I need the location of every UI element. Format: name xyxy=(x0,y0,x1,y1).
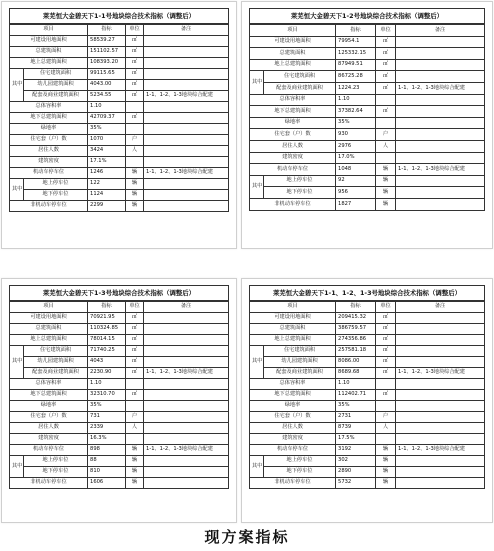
row-note xyxy=(144,36,229,47)
row-value: 35% xyxy=(336,117,376,129)
indicator-table xyxy=(249,301,485,489)
row-note xyxy=(144,58,229,69)
row-unit xyxy=(126,401,144,412)
row-value: 87949.51 xyxy=(336,59,376,71)
row-note xyxy=(144,157,229,168)
group-label: 其中 xyxy=(250,71,264,94)
row-note: 1-1、1-2、1-3地块综合配建 xyxy=(396,368,485,379)
row-value: 35% xyxy=(336,401,376,412)
row-label: 总建筑面积 xyxy=(10,47,88,58)
row-label: 居住人数 xyxy=(10,423,88,434)
row-unit: ㎡ xyxy=(126,357,144,368)
row-note xyxy=(396,346,485,357)
panel-combined xyxy=(241,278,493,523)
row-value: 1606 xyxy=(88,478,126,489)
row-note xyxy=(396,198,485,210)
row-unit: 人 xyxy=(376,140,396,152)
panel-1-2 xyxy=(241,1,493,249)
row-unit: 辆 xyxy=(126,456,144,467)
row-value: 112402.71 xyxy=(336,390,376,401)
group-label: 其中 xyxy=(10,456,24,478)
row-value: 78014.15 xyxy=(88,335,126,346)
row-value: 4043 xyxy=(88,357,126,368)
row-note xyxy=(144,401,229,412)
row-value: 731 xyxy=(88,412,126,423)
row-note xyxy=(396,313,485,324)
row-value: 2230.90 xyxy=(88,368,126,379)
row-label: 总建筑面积 xyxy=(250,324,336,335)
row-note xyxy=(396,390,485,401)
row-unit: ㎡ xyxy=(376,36,396,48)
row-unit xyxy=(126,102,144,113)
row-value: 209415.32 xyxy=(336,313,376,324)
row-label: 居住人数 xyxy=(250,140,336,152)
row-note xyxy=(396,187,485,199)
row-value: 956 xyxy=(336,187,376,199)
row-note xyxy=(144,80,229,91)
row-value: 32310.70 xyxy=(88,390,126,401)
row-unit xyxy=(376,117,396,129)
header-note: 备注 xyxy=(396,302,485,313)
row-note xyxy=(144,313,229,324)
row-value: 1224.23 xyxy=(336,82,376,94)
row-note xyxy=(396,324,485,335)
row-note xyxy=(144,390,229,401)
row-note xyxy=(144,179,229,190)
group-label: 其中 xyxy=(250,346,264,379)
row-label: 机动车停车位 xyxy=(10,168,88,179)
row-value: 3192 xyxy=(336,445,376,456)
row-value: 108393.20 xyxy=(88,58,126,69)
row-note xyxy=(396,478,485,489)
row-unit: ㎡ xyxy=(126,324,144,335)
row-unit: 辆 xyxy=(376,456,396,467)
header-unit: 单位 xyxy=(126,25,144,36)
row-value: 35% xyxy=(88,124,126,135)
row-label: 非机动车停车位 xyxy=(10,201,88,212)
row-unit: 辆 xyxy=(376,187,396,199)
row-unit: ㎡ xyxy=(126,390,144,401)
row-note xyxy=(144,69,229,80)
row-note xyxy=(144,346,229,357)
row-label: 住宅建筑面积 xyxy=(24,69,88,80)
row-note xyxy=(396,357,485,368)
row-value: 92 xyxy=(336,175,376,187)
row-unit: 辆 xyxy=(376,198,396,210)
row-note xyxy=(144,379,229,390)
row-note xyxy=(396,36,485,48)
header-unit: 单位 xyxy=(126,302,144,313)
row-label: 地上停车位 xyxy=(264,175,336,187)
row-unit: 辆 xyxy=(126,190,144,201)
row-label: 总体容积率 xyxy=(10,102,88,113)
row-value: 257581.18 xyxy=(336,346,376,357)
row-value: 86725.28 xyxy=(336,71,376,83)
row-unit: ㎡ xyxy=(376,71,396,83)
row-note: 1-1、1-2、1-3地块综合配建 xyxy=(396,82,485,94)
row-note xyxy=(396,59,485,71)
row-label: 地上总建筑面积 xyxy=(250,59,336,71)
row-label: 绿地率 xyxy=(10,401,88,412)
row-value: 2339 xyxy=(88,423,126,434)
row-note xyxy=(144,423,229,434)
row-label: 配套及商业建筑面积 xyxy=(24,91,88,102)
row-note xyxy=(396,117,485,129)
row-note xyxy=(144,412,229,423)
panel-1-3 xyxy=(1,278,237,523)
row-value: 122 xyxy=(88,179,126,190)
row-value: 17.5% xyxy=(336,434,376,445)
row-note xyxy=(396,48,485,60)
row-unit xyxy=(376,434,396,445)
row-unit: 辆 xyxy=(126,445,144,456)
row-label: 住宅套（户）数 xyxy=(250,412,336,423)
row-label: 地上总建筑面积 xyxy=(10,335,88,346)
row-unit xyxy=(376,401,396,412)
row-unit: 辆 xyxy=(126,179,144,190)
row-note xyxy=(396,467,485,478)
row-note xyxy=(144,467,229,478)
panel-1-1 xyxy=(1,1,237,249)
row-unit: 人 xyxy=(126,423,144,434)
panel-title: 莱芜恒大金碧天下1-3号地块综合技术指标（调整后） xyxy=(9,285,229,301)
row-note xyxy=(144,456,229,467)
row-note xyxy=(396,412,485,423)
row-label: 地上总建筑面积 xyxy=(250,335,336,346)
row-note: 1-1、1-2、1-3地块综合配建 xyxy=(396,445,485,456)
row-label: 地下总建筑面积 xyxy=(250,390,336,401)
row-unit: ㎡ xyxy=(376,313,396,324)
row-unit: 辆 xyxy=(376,175,396,187)
indicator-table xyxy=(249,24,485,211)
row-unit: ㎡ xyxy=(376,335,396,346)
row-unit: ㎡ xyxy=(376,48,396,60)
row-unit: 辆 xyxy=(126,201,144,212)
row-label: 总建筑面积 xyxy=(250,48,336,60)
row-note xyxy=(396,434,485,445)
row-label: 住宅建筑面积 xyxy=(264,71,336,83)
header-unit: 单位 xyxy=(376,302,396,313)
row-label: 住宅套（户）数 xyxy=(10,135,88,146)
row-value: 1246 xyxy=(88,168,126,179)
row-label: 住宅建筑面积 xyxy=(264,346,336,357)
indicator-table xyxy=(9,301,229,489)
group-label: 其中 xyxy=(250,175,264,198)
row-note xyxy=(396,175,485,187)
row-value: 1124 xyxy=(88,190,126,201)
row-value: 1070 xyxy=(88,135,126,146)
row-unit: ㎡ xyxy=(126,335,144,346)
row-unit: ㎡ xyxy=(126,58,144,69)
row-note xyxy=(144,434,229,445)
row-value: 930 xyxy=(336,129,376,141)
row-value: 2976 xyxy=(336,140,376,152)
row-unit: ㎡ xyxy=(126,346,144,357)
row-value: 70921.95 xyxy=(88,313,126,324)
row-value: 1048 xyxy=(336,164,376,176)
row-note xyxy=(144,324,229,335)
row-label: 绿地率 xyxy=(10,124,88,135)
header-unit: 单位 xyxy=(376,25,396,37)
row-label: 建筑密度 xyxy=(250,434,336,445)
row-note xyxy=(396,152,485,164)
row-label: 绿地率 xyxy=(250,401,336,412)
row-unit: ㎡ xyxy=(376,390,396,401)
row-value: 4043.00 xyxy=(88,80,126,91)
row-value: 1827 xyxy=(336,198,376,210)
row-value: 5732 xyxy=(336,478,376,489)
row-note xyxy=(144,146,229,157)
row-unit: 户 xyxy=(126,412,144,423)
row-value: 35% xyxy=(88,401,126,412)
row-label: 幼儿园建筑面积 xyxy=(24,357,88,368)
row-value: 8689.68 xyxy=(336,368,376,379)
header-value: 指标 xyxy=(88,25,126,36)
row-label: 建筑密度 xyxy=(10,157,88,168)
row-value: 42709.37 xyxy=(88,113,126,124)
row-value: 151102.57 xyxy=(88,47,126,58)
row-label: 绿地率 xyxy=(250,117,336,129)
row-value: 2890 xyxy=(336,467,376,478)
row-unit xyxy=(376,152,396,164)
row-label: 地下总建筑面积 xyxy=(10,390,88,401)
row-note xyxy=(144,478,229,489)
row-value: 8739 xyxy=(336,423,376,434)
row-unit: 人 xyxy=(126,146,144,157)
row-unit: 户 xyxy=(126,135,144,146)
row-label: 可建设用地面积 xyxy=(10,36,88,47)
row-label: 非机动车停车位 xyxy=(250,198,336,210)
row-label: 配套及商业建筑面积 xyxy=(24,368,88,379)
row-value: 898 xyxy=(88,445,126,456)
row-label: 可建设用地面积 xyxy=(250,313,336,324)
row-label: 居住人数 xyxy=(250,423,336,434)
row-value: 79954.1 xyxy=(336,36,376,48)
row-label: 建筑密度 xyxy=(10,434,88,445)
row-unit: ㎡ xyxy=(126,80,144,91)
row-note xyxy=(396,423,485,434)
row-unit: 户 xyxy=(376,129,396,141)
row-unit: 辆 xyxy=(376,478,396,489)
row-label: 地上停车位 xyxy=(264,456,336,467)
row-value: 386759.57 xyxy=(336,324,376,335)
row-unit: 辆 xyxy=(126,168,144,179)
group-label: 其中 xyxy=(10,346,24,379)
header-value: 指标 xyxy=(336,302,376,313)
row-value: 2299 xyxy=(88,201,126,212)
row-unit xyxy=(126,157,144,168)
row-value: 16.3% xyxy=(88,434,126,445)
row-note xyxy=(396,71,485,83)
row-unit: 辆 xyxy=(126,478,144,489)
row-label: 配套及商业建筑面积 xyxy=(264,82,336,94)
row-unit: ㎡ xyxy=(376,368,396,379)
row-unit: ㎡ xyxy=(126,91,144,102)
row-note xyxy=(396,456,485,467)
row-label: 可建设用地面积 xyxy=(10,313,88,324)
row-label: 住宅套（户）数 xyxy=(250,129,336,141)
row-note xyxy=(144,357,229,368)
row-unit xyxy=(376,94,396,106)
row-value: 17.1% xyxy=(88,157,126,168)
row-note: 1-1、1-2、1-3地块综合配建 xyxy=(144,368,229,379)
row-note xyxy=(396,106,485,118)
group-label: 其中 xyxy=(250,456,264,478)
row-note xyxy=(396,379,485,390)
row-label: 非机动车停车位 xyxy=(250,478,336,489)
row-unit: ㎡ xyxy=(126,47,144,58)
row-value: 302 xyxy=(336,456,376,467)
row-note xyxy=(144,201,229,212)
row-label: 幼儿园建筑面积 xyxy=(264,357,336,368)
row-value: 1.10 xyxy=(88,102,126,113)
row-label: 居住人数 xyxy=(10,146,88,157)
row-note xyxy=(144,190,229,201)
row-value: 17.0% xyxy=(336,152,376,164)
header-value: 指标 xyxy=(88,302,126,313)
row-value: 58539.27 xyxy=(88,36,126,47)
row-label: 建筑密度 xyxy=(250,152,336,164)
row-label: 地下停车位 xyxy=(264,467,336,478)
row-label: 配套及商业建筑面积 xyxy=(264,368,336,379)
row-unit: ㎡ xyxy=(376,324,396,335)
row-label: 地下总建筑面积 xyxy=(10,113,88,124)
header-value: 指标 xyxy=(336,25,376,37)
row-note xyxy=(144,102,229,113)
row-label: 机动车停车位 xyxy=(250,164,336,176)
header-item: 项目 xyxy=(10,302,88,313)
row-value: 110324.85 xyxy=(88,324,126,335)
row-unit: 户 xyxy=(376,412,396,423)
row-unit: ㎡ xyxy=(376,346,396,357)
row-unit: 辆 xyxy=(376,445,396,456)
row-note: 1-1、1-2、1-3地块综合配建 xyxy=(144,91,229,102)
row-label: 地下停车位 xyxy=(24,467,88,478)
row-note xyxy=(396,94,485,106)
row-note: 1-1、1-2、1-3地块综合配建 xyxy=(144,168,229,179)
row-note xyxy=(144,335,229,346)
row-unit xyxy=(376,379,396,390)
row-unit: 人 xyxy=(376,423,396,434)
row-unit xyxy=(126,124,144,135)
row-unit: ㎡ xyxy=(126,36,144,47)
row-label: 地下停车位 xyxy=(24,190,88,201)
row-label: 总建筑面积 xyxy=(10,324,88,335)
row-label: 总体容积率 xyxy=(10,379,88,390)
header-note: 备注 xyxy=(396,25,485,37)
row-note xyxy=(144,47,229,58)
row-note xyxy=(396,335,485,346)
group-label: 其中 xyxy=(10,179,24,201)
row-label: 地下停车位 xyxy=(264,187,336,199)
row-unit: 辆 xyxy=(126,467,144,478)
row-value: 8086.00 xyxy=(336,357,376,368)
header-item: 项目 xyxy=(10,25,88,36)
row-value: 810 xyxy=(88,467,126,478)
row-value: 99115.65 xyxy=(88,69,126,80)
panel-title: 莱芜恒大金碧天下1-1、1-2、1-3号地块综合技术指标（调整后） xyxy=(249,285,485,301)
row-unit: ㎡ xyxy=(376,82,396,94)
row-note xyxy=(144,113,229,124)
row-label: 地上停车位 xyxy=(24,179,88,190)
row-value: 274356.86 xyxy=(336,335,376,346)
row-note xyxy=(396,129,485,141)
row-unit: ㎡ xyxy=(126,113,144,124)
row-label: 住宅建筑面积 xyxy=(24,346,88,357)
group-label: 其中 xyxy=(10,69,24,102)
row-note xyxy=(396,401,485,412)
row-label: 住宅套（户）数 xyxy=(10,412,88,423)
row-label: 总体容积率 xyxy=(250,379,336,390)
row-unit xyxy=(126,379,144,390)
row-unit xyxy=(126,434,144,445)
row-unit: ㎡ xyxy=(376,59,396,71)
row-label: 机动车停车位 xyxy=(10,445,88,456)
row-label: 可建设用地面积 xyxy=(250,36,336,48)
row-value: 1.10 xyxy=(336,94,376,106)
row-unit: ㎡ xyxy=(126,368,144,379)
header-note: 备注 xyxy=(144,302,229,313)
row-label: 机动车停车位 xyxy=(250,445,336,456)
row-value: 71740.25 xyxy=(88,346,126,357)
figure-caption: 现方案指标 xyxy=(204,528,290,546)
row-value: 125332.15 xyxy=(336,48,376,60)
row-unit: 辆 xyxy=(376,467,396,478)
header-note: 备注 xyxy=(144,25,229,36)
row-value: 2731 xyxy=(336,412,376,423)
row-label: 幼儿园建筑面积 xyxy=(24,80,88,91)
row-note xyxy=(396,140,485,152)
panel-title: 莱芜恒大金碧天下1-2号地块综合技术指标（调整后） xyxy=(249,8,485,24)
header-item: 项目 xyxy=(250,302,336,313)
row-unit: ㎡ xyxy=(376,106,396,118)
row-label: 地上停车位 xyxy=(24,456,88,467)
row-unit: ㎡ xyxy=(376,357,396,368)
row-value: 1.10 xyxy=(88,379,126,390)
row-label: 地上总建筑面积 xyxy=(10,58,88,69)
row-unit: 辆 xyxy=(376,164,396,176)
row-label: 总体容积率 xyxy=(250,94,336,106)
row-note xyxy=(144,135,229,146)
row-unit: ㎡ xyxy=(126,313,144,324)
row-value: 37382.64 xyxy=(336,106,376,118)
row-value: 1.10 xyxy=(336,379,376,390)
row-note xyxy=(144,124,229,135)
row-note: 1-1、1-2、1-3地块综合配建 xyxy=(144,445,229,456)
row-value: 5234.55 xyxy=(88,91,126,102)
row-label: 非机动车停车位 xyxy=(10,478,88,489)
row-label: 地下总建筑面积 xyxy=(250,106,336,118)
header-item: 项目 xyxy=(250,25,336,37)
row-unit: ㎡ xyxy=(126,69,144,80)
row-value: 3424 xyxy=(88,146,126,157)
row-note: 1-1、1-2、1-3地块综合配建 xyxy=(396,164,485,176)
indicator-table xyxy=(9,24,229,212)
row-value: 88 xyxy=(88,456,126,467)
panel-title: 莱芜恒大金碧天下1-1号地块综合技术指标（调整后） xyxy=(9,8,229,24)
